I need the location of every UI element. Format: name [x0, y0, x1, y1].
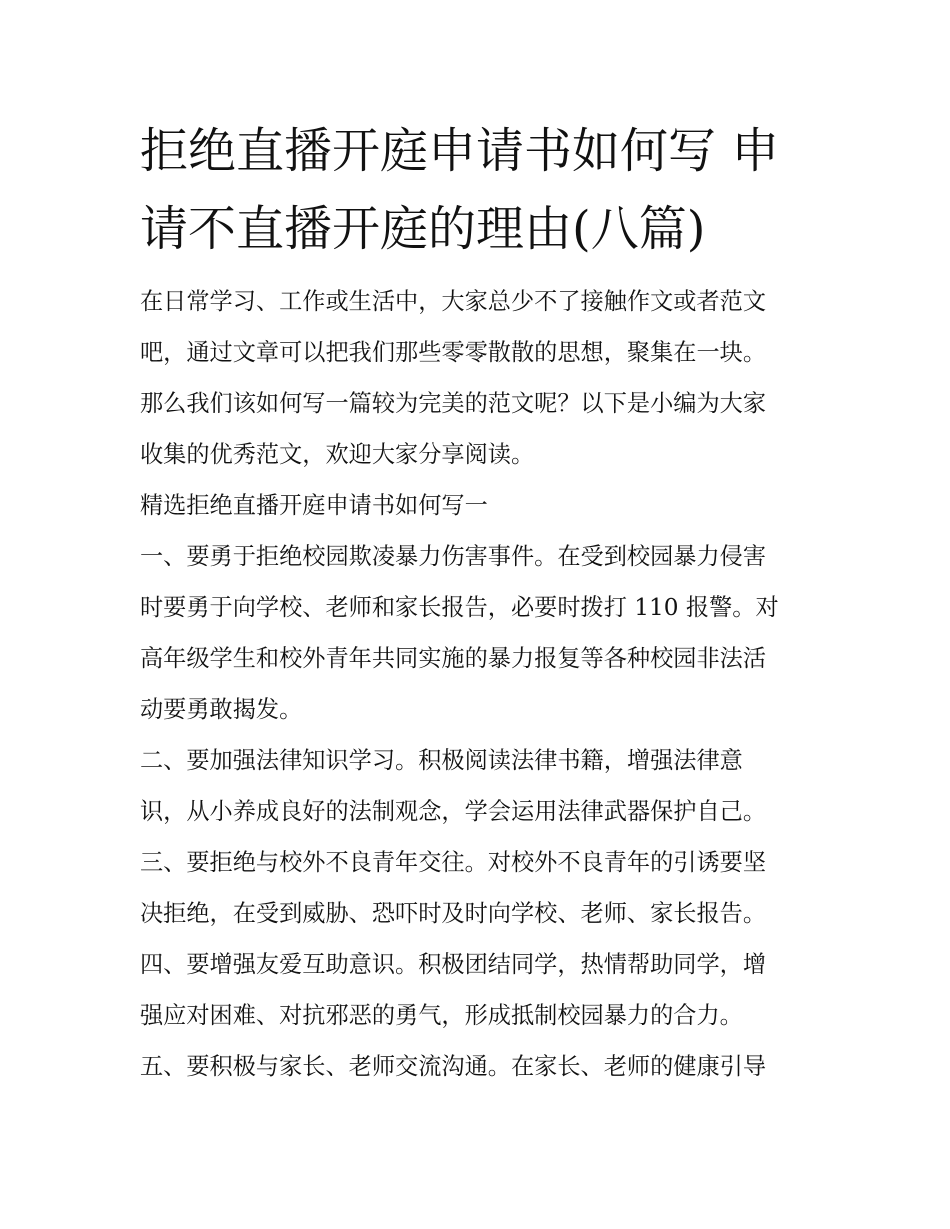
intro-line: 在日常学习、工作或生活中，大家总少不了接触作文或者范文: [140, 288, 767, 315]
paragraph-line: 一、要勇于拒绝校园欺凌暴力伤害事件。在受到校园暴力侵害: [140, 543, 767, 570]
document-body: [140, 276, 830, 1092]
title-line: 请不直播开庭的理由(八篇): [140, 201, 706, 257]
paragraph-line: 高年级学生和校外青年共同实施的暴力报复等各种校园非法活: [140, 645, 767, 672]
paragraph-line: 识，从小养成良好的法制观念，学会运用法律武器保护自己。: [140, 798, 767, 825]
paragraph-line: 四、要增强友爱互助意识。积极团结同学，热情帮助同学，增: [140, 951, 767, 978]
intro-line: 吧，通过文章可以把我们那些零零散散的思想，聚集在一块。: [140, 339, 767, 366]
paragraph-line: 三、要拒绝与校外不良青年交往。对校外不良青年的引诱要坚: [140, 849, 767, 876]
title-line: 拒绝直播开庭申请书如何写 申: [140, 123, 780, 179]
section-heading: 精选拒绝直播开庭申请书如何写一: [140, 492, 488, 519]
document-title: [140, 112, 820, 268]
intro-line: 那么我们该如何写一篇较为完美的范文呢？以下是小编为大家: [140, 390, 767, 417]
paragraph-line: 时要勇于向学校、老师和家长报告，必要时拨打 110 报警。对: [140, 594, 779, 621]
paragraph-line: 动要勇敢揭发。: [140, 696, 303, 723]
paragraph-line: 二、要加强法律知识学习。积极阅读法律书籍，增强法律意: [140, 747, 743, 774]
paragraph-line: 决拒绝，在受到威胁、恐吓时及时向学校、老师、家长报告。: [140, 900, 767, 927]
paragraph-line: 五、要积极与家长、老师交流沟通。在家长、老师的健康引导: [140, 1053, 767, 1080]
paragraph-line: 强应对困难、对抗邪恶的勇气，形成抵制校园暴力的合力。: [140, 1002, 743, 1029]
intro-line: 收集的优秀范文，欢迎大家分享阅读。: [140, 441, 535, 468]
